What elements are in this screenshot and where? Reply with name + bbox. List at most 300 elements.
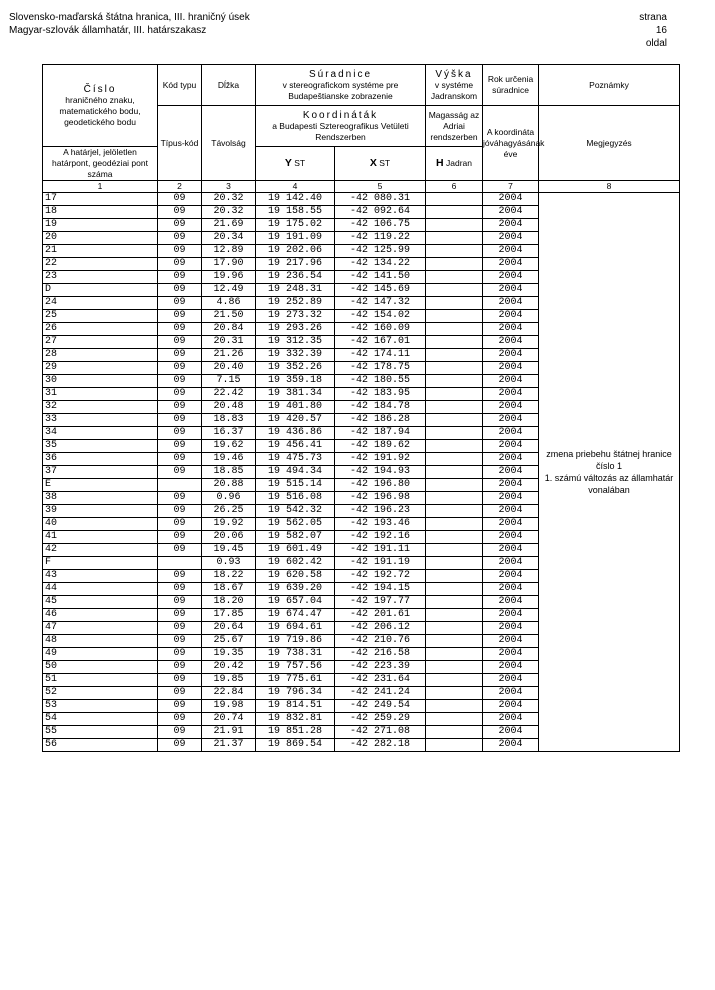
height-value <box>426 661 483 674</box>
length-value: 20.88 <box>202 479 256 492</box>
year-value: 2004 <box>483 531 539 544</box>
y-coordinate: 19 494.34 <box>256 466 335 479</box>
col8-header-sk: Poznámky <box>539 65 680 106</box>
y-coordinate: 19 657.04 <box>256 596 335 609</box>
year-value: 2004 <box>483 479 539 492</box>
height-value <box>426 284 483 297</box>
point-number: 34 <box>43 427 158 440</box>
x-coordinate: -42 080.31 <box>335 193 426 206</box>
col2-header-sk: Kód typu <box>158 65 202 106</box>
y-coordinate: 19 332.39 <box>256 349 335 362</box>
type-code: 09 <box>158 726 202 739</box>
point-number: 18 <box>43 206 158 219</box>
length-value: 17.90 <box>202 258 256 271</box>
height-value <box>426 700 483 713</box>
col7-header-hu: A koordináta jóváhagyásának éve <box>483 106 539 181</box>
length-value: 19.92 <box>202 518 256 531</box>
length-value: 12.49 <box>202 284 256 297</box>
y-coordinate: 19 869.54 <box>256 739 335 752</box>
col1-title-sk: Číslo <box>83 83 117 95</box>
x-coordinate: -42 194.93 <box>335 466 426 479</box>
length-value: 21.37 <box>202 739 256 752</box>
point-number: 49 <box>43 648 158 661</box>
length-value: 20.64 <box>202 622 256 635</box>
x-coordinate: -42 191.11 <box>335 544 426 557</box>
col45-header-sk <box>256 65 426 106</box>
type-code: 09 <box>158 375 202 388</box>
col4-axis-sub: ST <box>294 158 306 168</box>
type-code: 09 <box>158 297 202 310</box>
type-code: 09 <box>158 544 202 557</box>
year-value: 2004 <box>483 349 539 362</box>
col5-axis-header <box>335 147 426 181</box>
y-coordinate: 19 694.61 <box>256 622 335 635</box>
x-coordinate: -42 192.72 <box>335 570 426 583</box>
length-value: 20.32 <box>202 193 256 206</box>
type-code: 09 <box>158 674 202 687</box>
year-value: 2004 <box>483 206 539 219</box>
y-coordinate: 19 639.20 <box>256 583 335 596</box>
column-number: 6 <box>426 181 483 193</box>
height-value <box>426 739 483 752</box>
col6-title-sk: Výška <box>435 68 473 80</box>
point-number: 19 <box>43 219 158 232</box>
y-coordinate: 19 352.26 <box>256 362 335 375</box>
length-value: 7.15 <box>202 375 256 388</box>
point-number: 55 <box>43 726 158 739</box>
year-value: 2004 <box>483 518 539 531</box>
type-code: 09 <box>158 583 202 596</box>
table-row <box>43 193 680 206</box>
x-coordinate: -42 184.78 <box>335 401 426 414</box>
year-value: 2004 <box>483 713 539 726</box>
year-value: 2004 <box>483 635 539 648</box>
type-code: 09 <box>158 635 202 648</box>
y-coordinate: 19 436.86 <box>256 427 335 440</box>
col7-header-sk: Rok určenia súradnice <box>483 65 539 106</box>
year-value: 2004 <box>483 726 539 739</box>
year-value: 2004 <box>483 414 539 427</box>
length-value: 26.25 <box>202 505 256 518</box>
y-coordinate: 19 757.56 <box>256 661 335 674</box>
height-value <box>426 674 483 687</box>
point-number: 50 <box>43 661 158 674</box>
y-coordinate: 19 515.14 <box>256 479 335 492</box>
type-code: 09 <box>158 440 202 453</box>
y-coordinate: 19 851.28 <box>256 726 335 739</box>
length-value: 22.84 <box>202 687 256 700</box>
type-code: 09 <box>158 505 202 518</box>
height-value <box>426 297 483 310</box>
length-value: 19.96 <box>202 271 256 284</box>
column-number: 8 <box>539 181 680 193</box>
length-value: 21.69 <box>202 219 256 232</box>
type-code: 09 <box>158 453 202 466</box>
page-label-sk: strana <box>639 12 667 23</box>
length-value: 4.86 <box>202 297 256 310</box>
length-value: 19.62 <box>202 440 256 453</box>
type-code: 09 <box>158 466 202 479</box>
type-code: 09 <box>158 609 202 622</box>
x-coordinate: -42 167.01 <box>335 336 426 349</box>
year-value: 2004 <box>483 674 539 687</box>
height-value <box>426 440 483 453</box>
col1-header <box>43 65 158 147</box>
length-value: 20.06 <box>202 531 256 544</box>
height-value <box>426 193 483 206</box>
y-coordinate: 19 252.89 <box>256 297 335 310</box>
height-value <box>426 505 483 518</box>
type-code: 09 <box>158 414 202 427</box>
x-coordinate: -42 196.80 <box>335 479 426 492</box>
remarks-cell <box>539 193 680 752</box>
col3-header-sk: Dĺžka <box>202 65 256 106</box>
column-number: 7 <box>483 181 539 193</box>
year-value: 2004 <box>483 271 539 284</box>
col6-header-sk <box>426 65 483 106</box>
y-coordinate: 19 775.61 <box>256 674 335 687</box>
length-value: 18.20 <box>202 596 256 609</box>
y-coordinate: 19 602.42 <box>256 557 335 570</box>
year-value: 2004 <box>483 232 539 245</box>
y-coordinate: 19 142.40 <box>256 193 335 206</box>
type-code: 09 <box>158 427 202 440</box>
year-value: 2004 <box>483 505 539 518</box>
year-value: 2004 <box>483 193 539 206</box>
year-value: 2004 <box>483 362 539 375</box>
type-code <box>158 479 202 492</box>
x-coordinate: -42 249.54 <box>335 700 426 713</box>
y-coordinate: 19 217.96 <box>256 258 335 271</box>
point-number: 29 <box>43 362 158 375</box>
year-value: 2004 <box>483 375 539 388</box>
document-title <box>9 11 250 37</box>
year-value: 2004 <box>483 570 539 583</box>
height-value <box>426 310 483 323</box>
length-value: 20.74 <box>202 713 256 726</box>
height-value <box>426 531 483 544</box>
y-coordinate: 19 674.47 <box>256 609 335 622</box>
x-coordinate: -42 223.39 <box>335 661 426 674</box>
y-coordinate: 19 475.73 <box>256 453 335 466</box>
x-coordinate: -42 125.99 <box>335 245 426 258</box>
column-number: 1 <box>43 181 158 193</box>
height-value <box>426 466 483 479</box>
height-value <box>426 479 483 492</box>
year-value: 2004 <box>483 440 539 453</box>
column-number-row <box>43 181 680 193</box>
point-number: 41 <box>43 531 158 544</box>
length-value: 19.85 <box>202 674 256 687</box>
x-coordinate: -42 193.46 <box>335 518 426 531</box>
type-code: 09 <box>158 687 202 700</box>
point-number: 37 <box>43 466 158 479</box>
height-value <box>426 349 483 362</box>
col4-axis-header <box>256 147 335 181</box>
year-value: 2004 <box>483 310 539 323</box>
type-code: 09 <box>158 622 202 635</box>
height-value <box>426 232 483 245</box>
height-value <box>426 388 483 401</box>
title-hu: Magyar-szlovák államhatár, III. határszakasz <box>9 25 207 36</box>
y-coordinate: 19 420.57 <box>256 414 335 427</box>
y-coordinate: 19 293.26 <box>256 323 335 336</box>
x-coordinate: -42 180.55 <box>335 375 426 388</box>
y-coordinate: 19 832.81 <box>256 713 335 726</box>
point-number: 47 <box>43 622 158 635</box>
year-value: 2004 <box>483 219 539 232</box>
height-value <box>426 414 483 427</box>
col1-header-hu: A határjel, jelöletlen határpont, geodéziai pont száma <box>43 147 158 181</box>
y-coordinate: 19 796.34 <box>256 687 335 700</box>
x-coordinate: -42 191.92 <box>335 453 426 466</box>
x-coordinate: -42 178.75 <box>335 362 426 375</box>
length-value: 20.34 <box>202 232 256 245</box>
y-coordinate: 19 620.58 <box>256 570 335 583</box>
y-coordinate: 19 601.49 <box>256 544 335 557</box>
x-coordinate: -42 282.18 <box>335 739 426 752</box>
height-value <box>426 544 483 557</box>
y-coordinate: 19 191.09 <box>256 232 335 245</box>
y-coordinate: 19 175.02 <box>256 219 335 232</box>
year-value: 2004 <box>483 258 539 271</box>
column-number: 2 <box>158 181 202 193</box>
year-value: 2004 <box>483 557 539 570</box>
x-coordinate: -42 141.50 <box>335 271 426 284</box>
x-coordinate: -42 160.09 <box>335 323 426 336</box>
length-value: 18.67 <box>202 583 256 596</box>
y-coordinate: 19 542.32 <box>256 505 335 518</box>
year-value: 2004 <box>483 739 539 752</box>
length-value: 18.83 <box>202 414 256 427</box>
col5-axis-sub: ST <box>379 158 391 168</box>
point-number: 38 <box>43 492 158 505</box>
col45-text-sk: v stereografickom systéme pre Budapeštianske zobrazenie <box>282 79 399 101</box>
height-value <box>426 583 483 596</box>
type-code: 09 <box>158 388 202 401</box>
length-value: 20.42 <box>202 661 256 674</box>
y-coordinate: 19 202.06 <box>256 245 335 258</box>
remark-hu: 1. számú változás az államhatár vonalában <box>544 473 674 495</box>
col5-axis-label: X <box>369 157 377 169</box>
year-value: 2004 <box>483 323 539 336</box>
length-value: 19.98 <box>202 700 256 713</box>
y-coordinate: 19 248.31 <box>256 284 335 297</box>
year-value: 2004 <box>483 466 539 479</box>
point-number: E <box>43 479 158 492</box>
type-code: 09 <box>158 648 202 661</box>
x-coordinate: -42 196.98 <box>335 492 426 505</box>
x-coordinate: -42 191.19 <box>335 557 426 570</box>
type-code: 09 <box>158 349 202 362</box>
col6-header-hu: Magasság az Adriai rendszerben <box>426 106 483 147</box>
point-number: 26 <box>43 323 158 336</box>
point-number: 25 <box>43 310 158 323</box>
type-code: 09 <box>158 271 202 284</box>
year-value: 2004 <box>483 492 539 505</box>
point-number: 54 <box>43 713 158 726</box>
type-code: 09 <box>158 401 202 414</box>
type-code: 09 <box>158 362 202 375</box>
x-coordinate: -42 106.75 <box>335 219 426 232</box>
x-coordinate: -42 092.64 <box>335 206 426 219</box>
length-value: 17.85 <box>202 609 256 622</box>
page-label-hu: oldal <box>645 38 667 49</box>
year-value: 2004 <box>483 427 539 440</box>
type-code: 09 <box>158 518 202 531</box>
year-value: 2004 <box>483 336 539 349</box>
y-coordinate: 19 719.86 <box>256 635 335 648</box>
y-coordinate: 19 273.32 <box>256 310 335 323</box>
year-value: 2004 <box>483 609 539 622</box>
height-value <box>426 271 483 284</box>
height-value <box>426 245 483 258</box>
col4-axis-label: Y <box>284 157 292 169</box>
type-code: 09 <box>158 258 202 271</box>
y-coordinate: 19 312.35 <box>256 336 335 349</box>
length-value: 21.91 <box>202 726 256 739</box>
type-code: 09 <box>158 245 202 258</box>
x-coordinate: -42 194.15 <box>335 583 426 596</box>
height-value <box>426 570 483 583</box>
type-code: 09 <box>158 193 202 206</box>
y-coordinate: 19 738.31 <box>256 648 335 661</box>
type-code: 09 <box>158 492 202 505</box>
year-value: 2004 <box>483 245 539 258</box>
col6-axis-label: H <box>436 157 444 169</box>
x-coordinate: -42 206.12 <box>335 622 426 635</box>
col6-text-sk: v systéme Jadranskom <box>430 79 478 101</box>
column-number: 4 <box>256 181 335 193</box>
point-number: 51 <box>43 674 158 687</box>
point-number: 33 <box>43 414 158 427</box>
x-coordinate: -42 183.95 <box>335 388 426 401</box>
height-value <box>426 596 483 609</box>
point-number: 30 <box>43 375 158 388</box>
height-value <box>426 713 483 726</box>
length-value: 18.85 <box>202 466 256 479</box>
col2-header-hu: Típus-kód <box>158 106 202 181</box>
point-number: 23 <box>43 271 158 284</box>
year-value: 2004 <box>483 648 539 661</box>
page-number: 16 <box>655 25 667 36</box>
point-number: 32 <box>43 401 158 414</box>
y-coordinate: 19 582.07 <box>256 531 335 544</box>
point-number: 42 <box>43 544 158 557</box>
col3-header-hu: Távolság <box>202 106 256 181</box>
height-value <box>426 609 483 622</box>
year-value: 2004 <box>483 284 539 297</box>
col1-text-sk: hraničného znaku, matematického bodu, geodetického bodu <box>59 94 141 127</box>
length-value: 21.50 <box>202 310 256 323</box>
height-value <box>426 362 483 375</box>
height-value <box>426 258 483 271</box>
type-code: 09 <box>158 336 202 349</box>
year-value: 2004 <box>483 388 539 401</box>
point-number: 40 <box>43 518 158 531</box>
point-number: 45 <box>43 596 158 609</box>
x-coordinate: -42 186.28 <box>335 414 426 427</box>
length-value: 20.32 <box>202 206 256 219</box>
point-number: 52 <box>43 687 158 700</box>
x-coordinate: -42 196.23 <box>335 505 426 518</box>
height-value <box>426 401 483 414</box>
type-code: 09 <box>158 206 202 219</box>
length-value: 21.26 <box>202 349 256 362</box>
type-code: 09 <box>158 531 202 544</box>
type-code: 09 <box>158 323 202 336</box>
x-coordinate: -42 210.76 <box>335 635 426 648</box>
y-coordinate: 19 814.51 <box>256 700 335 713</box>
y-coordinate: 19 381.34 <box>256 388 335 401</box>
type-code: 09 <box>158 310 202 323</box>
length-value: 19.35 <box>202 648 256 661</box>
height-value <box>426 622 483 635</box>
year-value: 2004 <box>483 583 539 596</box>
type-code: 09 <box>158 661 202 674</box>
height-value <box>426 453 483 466</box>
point-number: 28 <box>43 349 158 362</box>
point-number: 22 <box>43 258 158 271</box>
height-value <box>426 648 483 661</box>
length-value: 20.40 <box>202 362 256 375</box>
point-number: 17 <box>43 193 158 206</box>
year-value: 2004 <box>483 700 539 713</box>
height-value <box>426 635 483 648</box>
length-value: 22.42 <box>202 388 256 401</box>
year-value: 2004 <box>483 661 539 674</box>
length-value: 20.31 <box>202 336 256 349</box>
col8-header-hu: Megjegyzés <box>539 106 680 181</box>
header-row-sk <box>43 65 680 106</box>
col45-header-hu <box>256 106 426 147</box>
type-code: 09 <box>158 739 202 752</box>
x-coordinate: -42 216.58 <box>335 648 426 661</box>
col45-title-hu: Koordináták <box>302 109 379 121</box>
y-coordinate: 19 236.54 <box>256 271 335 284</box>
height-value <box>426 557 483 570</box>
x-coordinate: -42 192.16 <box>335 531 426 544</box>
point-number: 35 <box>43 440 158 453</box>
point-number: 24 <box>43 297 158 310</box>
height-value <box>426 219 483 232</box>
x-coordinate: -42 201.61 <box>335 609 426 622</box>
point-number: D <box>43 284 158 297</box>
height-value <box>426 206 483 219</box>
point-number: 44 <box>43 583 158 596</box>
length-value: 16.37 <box>202 427 256 440</box>
point-number: 48 <box>43 635 158 648</box>
col45-text-hu: a Budapesti Sztereografikus Vetületi Rendszerben <box>272 120 409 142</box>
x-coordinate: -42 187.94 <box>335 427 426 440</box>
year-value: 2004 <box>483 544 539 557</box>
x-coordinate: -42 174.11 <box>335 349 426 362</box>
type-code: 09 <box>158 596 202 609</box>
coordinates-table <box>42 64 680 752</box>
type-code <box>158 557 202 570</box>
height-value <box>426 518 483 531</box>
col45-title-sk: Súradnice <box>308 68 373 80</box>
type-code: 09 <box>158 219 202 232</box>
height-value <box>426 726 483 739</box>
column-number: 3 <box>202 181 256 193</box>
year-value: 2004 <box>483 687 539 700</box>
height-value <box>426 427 483 440</box>
table-body <box>43 193 680 752</box>
type-code: 09 <box>158 713 202 726</box>
type-code: 09 <box>158 700 202 713</box>
length-value: 0.93 <box>202 557 256 570</box>
